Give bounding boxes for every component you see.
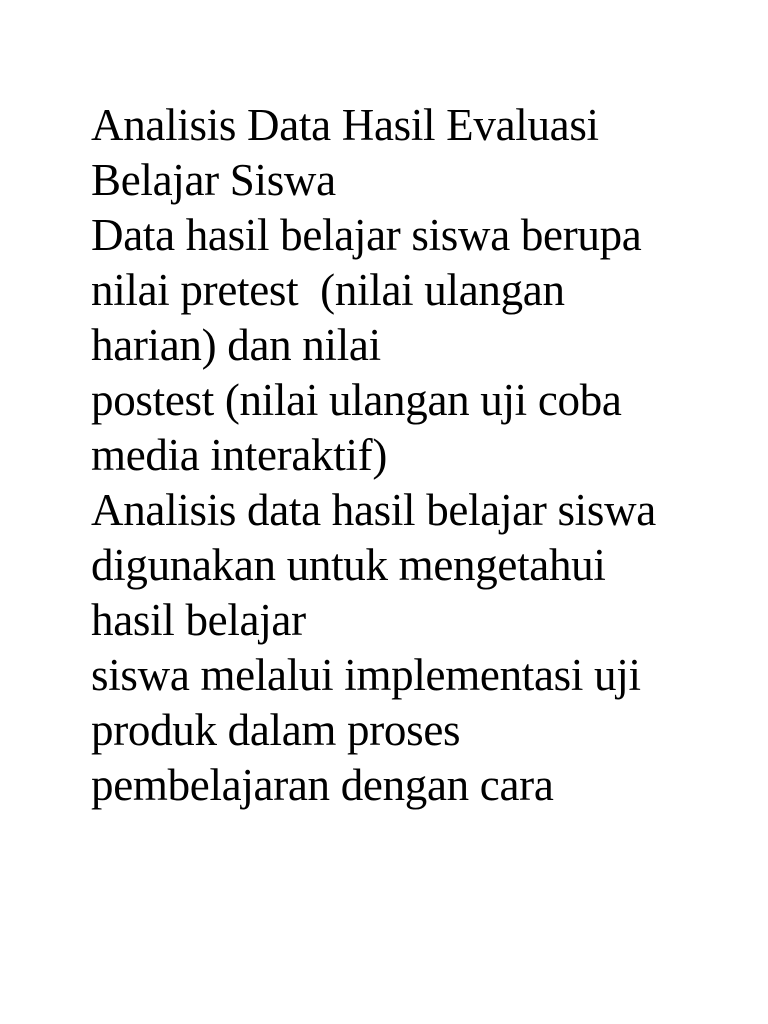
paragraph-line: produk dalam proses (91, 705, 461, 755)
paragraph-line: siswa melalui implementasi uji (91, 650, 641, 700)
title-line-2: Belajar Siswa (91, 155, 336, 205)
paragraph-line: Analisis data hasil belajar siswa (91, 485, 656, 535)
paragraph-line: Data hasil belajar siswa berupa (91, 210, 642, 260)
title-line-1: Analisis Data Hasil Evaluasi (91, 100, 599, 150)
paragraph-line: nilai pretest (nilai ulangan (91, 265, 565, 315)
paragraph-line: pembelajaran dengan cara (91, 760, 554, 810)
paragraph-line: media interaktif) (91, 430, 388, 480)
paragraph-line: harian) dan nilai (91, 320, 381, 370)
paragraph-line: postest (nilai ulangan uji coba (91, 375, 622, 425)
paragraph-line: hasil belajar (91, 595, 306, 645)
document-text (91, 98, 731, 813)
paragraph-line: digunakan untuk mengetahui (91, 540, 606, 590)
